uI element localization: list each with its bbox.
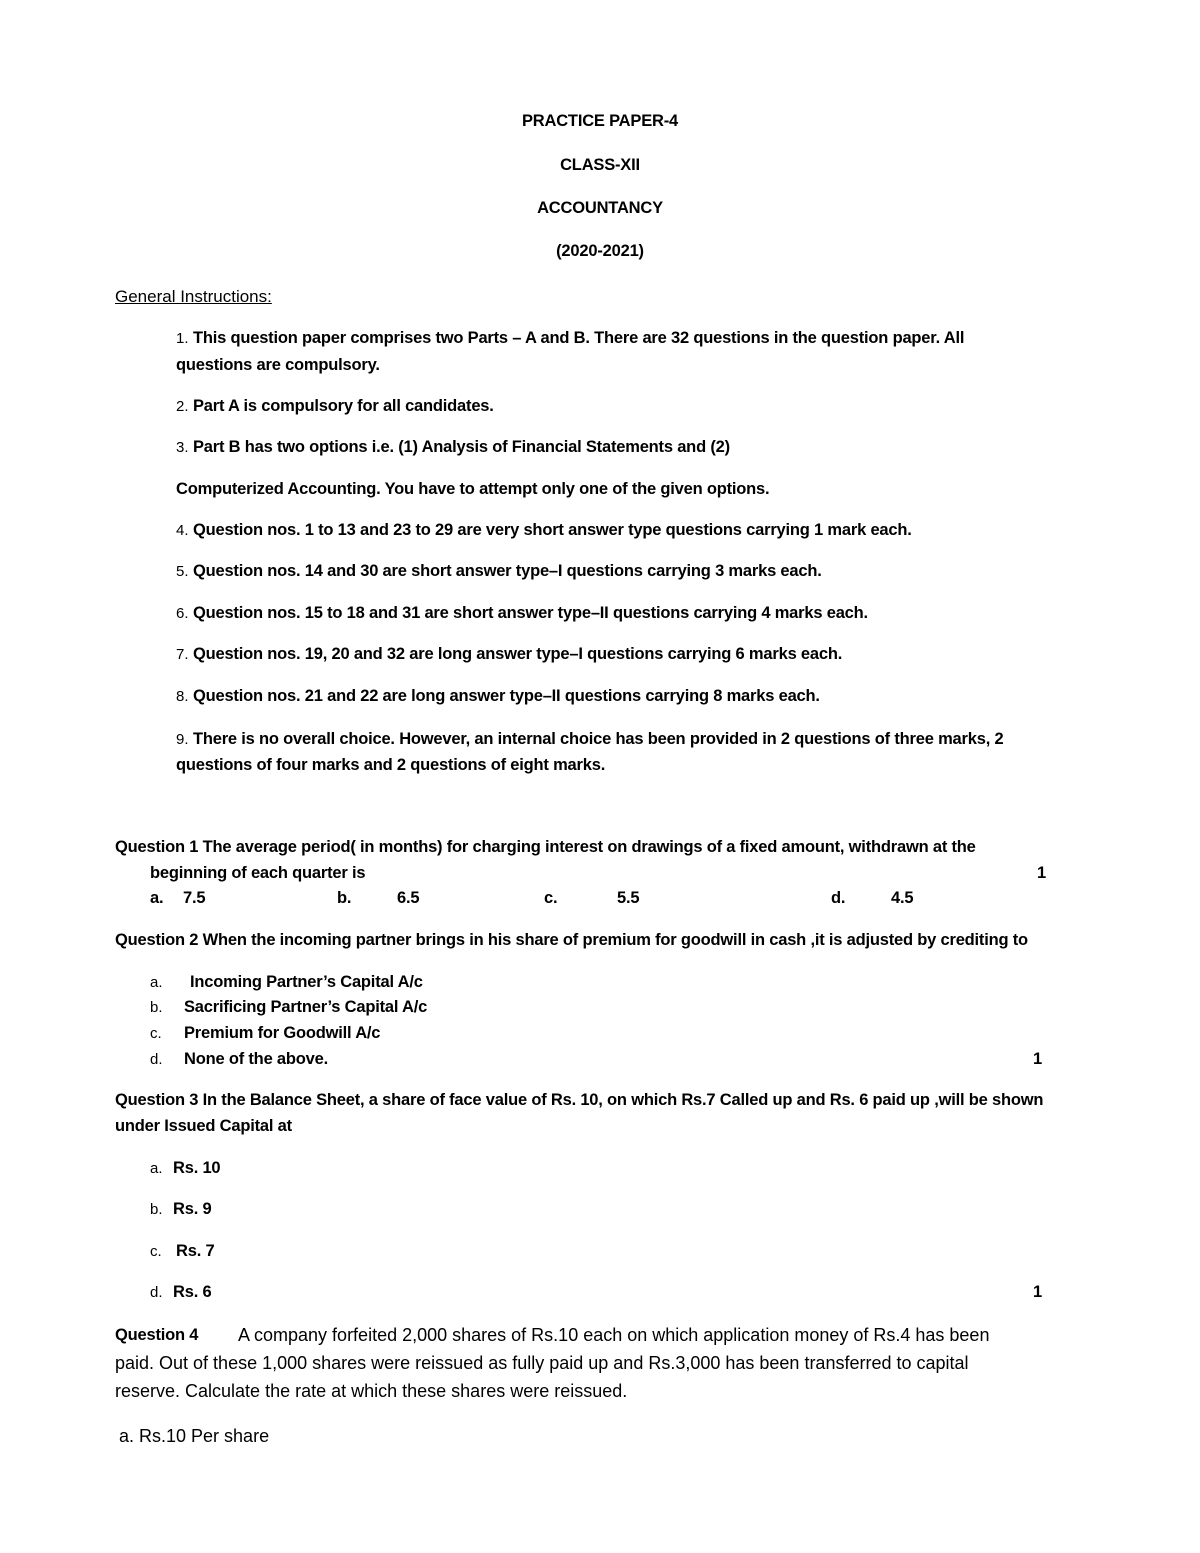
q2-option-letter: c. xyxy=(150,1025,162,1042)
question-2-text: Question 2 When the incoming partner brings in his share of premium for goodwill in cash ,it is adjusted by crediting to xyxy=(115,931,1028,949)
instruction-item-cont: questions are compulsory. xyxy=(176,356,380,374)
q3-option-text: Rs. 6 xyxy=(173,1283,212,1301)
question-3-text: Question 3 In the Balance Sheet, a share of face value of Rs. 10, on which Rs.7 Called up and Rs. 6 paid up ,will be shown xyxy=(115,1091,1044,1109)
instruction-item: 1. This question paper comprises two Parts – A and B. There are 32 questions in the question paper. All xyxy=(176,329,965,347)
q2-option-text: Sacrificing Partner’s Capital A/c xyxy=(184,998,428,1016)
question-3-marks: 1 xyxy=(1033,1283,1042,1301)
question-1-marks: 1 xyxy=(1037,864,1046,882)
q2-option-letter: d. xyxy=(150,1051,163,1068)
paper-title: PRACTICE PAPER-4 xyxy=(521,112,678,130)
instructions-heading: General Instructions: xyxy=(115,287,272,306)
question-4-text-cont: paid. Out of these 1,000 shares were reissued as fully paid up and Rs.3,000 has been transferred to capital xyxy=(115,1353,969,1373)
q1-option-letter: d. xyxy=(831,889,846,907)
q3-option-text: Rs. 9 xyxy=(173,1200,212,1218)
q1-option-letter: a. xyxy=(150,889,164,907)
instruction-item: 5. Question nos. 14 and 30 are short answer type–I questions carrying 3 marks each. xyxy=(176,562,822,580)
question-1-text-cont: beginning of each quarter is xyxy=(150,864,366,882)
q2-option-text: None of the above. xyxy=(184,1050,328,1068)
q3-option-text: Rs. 10 xyxy=(173,1159,221,1177)
question-2-marks: 1 xyxy=(1033,1050,1042,1068)
subject-label: ACCOUNTANCY xyxy=(537,199,663,217)
question-4-text-cont: reserve. Calculate the rate at which these shares were reissued. xyxy=(115,1381,628,1401)
instruction-item-cont: Computerized Accounting. You have to attempt only one of the given options. xyxy=(176,480,770,498)
q1-option-text: 5.5 xyxy=(617,889,640,907)
q1-option-letter: b. xyxy=(337,889,352,907)
class-label: CLASS-XII xyxy=(560,156,640,174)
instruction-item: 3. Part B has two options i.e. (1) Analysis of Financial Statements and (2) xyxy=(176,438,730,456)
instruction-item: 4. Question nos. 1 to 13 and 23 to 29 are very short answer type questions carrying 1 mark each. xyxy=(176,521,912,539)
q3-option-letter: c. xyxy=(150,1243,162,1260)
instruction-item: 2. Part A is compulsory for all candidates. xyxy=(176,397,494,415)
question-3-text-cont: under Issued Capital at xyxy=(115,1117,292,1135)
q2-option-text: Premium for Goodwill A/c xyxy=(184,1024,381,1042)
session-label: (2020-2021) xyxy=(556,242,644,260)
q2-option-text: Incoming Partner’s Capital A/c xyxy=(190,973,423,991)
question-4-text: A company forfeited 2,000 shares of Rs.10 each on which application money of Rs.4 has been xyxy=(238,1325,990,1345)
q2-option-letter: b. xyxy=(150,999,163,1016)
q1-option-text: 6.5 xyxy=(397,889,420,907)
instruction-item: 6. Question nos. 15 to 18 and 31 are short answer type–II questions carrying 4 marks each. xyxy=(176,604,868,622)
q3-option-letter: b. xyxy=(150,1201,163,1218)
question-1-text: Question 1 The average period( in months) for charging interest on drawings of a fixed amount, withdrawn at the xyxy=(115,838,976,856)
q3-option-letter: d. xyxy=(150,1284,163,1301)
instruction-item: 8. Question nos. 21 and 22 are long answer type–II questions carrying 8 marks each. xyxy=(176,687,820,705)
q1-option-text: 7.5 xyxy=(183,889,206,907)
q1-option-letter: c. xyxy=(544,889,558,907)
q4-option-a: a. Rs.10 Per share xyxy=(119,1426,270,1446)
q3-option-text: Rs. 7 xyxy=(176,1242,215,1260)
instruction-item: 9. There is no overall choice. However, an internal choice has been provided in 2 questions of three marks, 2 xyxy=(176,730,1004,748)
instruction-item: 7. Question nos. 19, 20 and 32 are long answer type–I questions carrying 6 marks each. xyxy=(176,645,843,663)
q3-option-letter: a. xyxy=(150,1160,163,1177)
q1-option-text: 4.5 xyxy=(891,889,914,907)
q2-option-letter: a. xyxy=(150,974,163,991)
question-4-label: Question 4 xyxy=(115,1326,199,1344)
instruction-item-cont: questions of four marks and 2 questions of eight marks. xyxy=(176,756,606,774)
